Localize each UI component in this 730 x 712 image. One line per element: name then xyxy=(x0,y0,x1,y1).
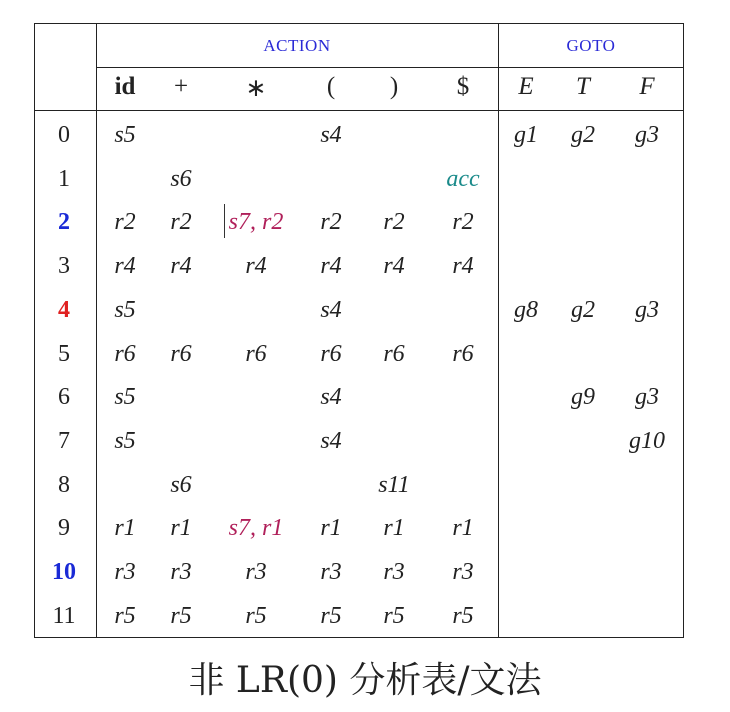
table-cell: s5 xyxy=(114,296,136,323)
table-cell: r6 xyxy=(245,340,267,367)
col-head-E: E xyxy=(518,73,534,100)
state-number: 4 xyxy=(58,296,70,323)
table-cell: r3 xyxy=(245,559,267,585)
state-number: 3 xyxy=(58,253,70,280)
table-cell: r5 xyxy=(320,602,342,629)
table-cell: r3 xyxy=(114,559,136,585)
table-cell: r5 xyxy=(245,602,267,629)
table-cell: g8 xyxy=(514,296,538,323)
col-head-id: id xyxy=(114,73,136,100)
col-head-rparen: ) xyxy=(389,73,399,100)
table-cell: r5 xyxy=(114,602,136,629)
table-cell: r6 xyxy=(114,340,136,367)
table-cell: g10 xyxy=(629,427,665,454)
table-cell: r1 xyxy=(383,515,405,542)
table-cell: s11 xyxy=(378,471,410,498)
table-cell: r4 xyxy=(114,253,136,280)
table-cell: s6 xyxy=(170,165,192,192)
state-number: 6 xyxy=(58,384,70,411)
state-number: 2 xyxy=(58,209,70,236)
table-cell: r2 xyxy=(170,209,192,236)
table-cell: s5 xyxy=(114,427,136,454)
table-cell: r3 xyxy=(320,559,342,585)
table-cell: r1 xyxy=(452,515,474,542)
col-head-F: F xyxy=(639,73,655,100)
table-cell: r4 xyxy=(383,253,405,280)
table-cell: g2 xyxy=(571,122,595,148)
table-cell: s5 xyxy=(114,384,136,411)
table-cell: r1 xyxy=(320,515,342,542)
table-cell: r4 xyxy=(320,253,342,280)
state-number: 8 xyxy=(58,471,70,498)
table-cell: r5 xyxy=(452,602,474,629)
table-cell: g3 xyxy=(635,296,659,323)
table-cell: r2 xyxy=(320,209,342,236)
table-cell: r2 xyxy=(452,209,474,236)
table-cell: r6 xyxy=(170,340,192,367)
table-cell: r3 xyxy=(452,559,474,585)
table-cell: r1 xyxy=(170,515,192,542)
table-cell: s5 xyxy=(114,122,136,148)
state-number: 5 xyxy=(58,340,70,367)
table-cell: s4 xyxy=(320,122,342,148)
state-number: 7 xyxy=(58,427,70,454)
state-number: 10 xyxy=(52,559,76,585)
table-cell: r3 xyxy=(383,559,405,585)
table-cell: r2 xyxy=(114,209,136,236)
col-head-T: T xyxy=(576,73,590,100)
table-cell: r5 xyxy=(383,602,405,629)
table-cell: r3 xyxy=(170,559,192,585)
table-cell: r1 xyxy=(114,515,136,542)
table-cell: g9 xyxy=(571,384,595,411)
col-head-plus: + xyxy=(173,73,189,100)
table-cell: s6 xyxy=(170,471,192,498)
text-cursor-mark xyxy=(224,204,225,238)
divider-header xyxy=(35,110,683,111)
table-cell: r4 xyxy=(452,253,474,280)
table-cell: g3 xyxy=(635,384,659,411)
table-cell: s4 xyxy=(320,384,342,411)
table-cell: r6 xyxy=(452,340,474,367)
table-cell: g3 xyxy=(635,122,659,148)
action-header: ACTION xyxy=(263,36,331,55)
table-cell: r2 xyxy=(383,209,405,236)
table-cell: s4 xyxy=(320,427,342,454)
goto-header: GOTO xyxy=(566,36,616,55)
table-cell: acc xyxy=(446,165,480,192)
divider-subheader xyxy=(96,67,683,68)
table-cell: r6 xyxy=(383,340,405,367)
state-number: 1 xyxy=(58,165,70,192)
table-cell: s4 xyxy=(320,296,342,323)
table-cell: g1 xyxy=(514,122,538,148)
col-head-dollar: $ xyxy=(456,73,470,100)
table-cell: g2 xyxy=(571,296,595,323)
state-number: 11 xyxy=(52,602,76,629)
state-number: 9 xyxy=(58,515,70,542)
state-number: 0 xyxy=(58,122,70,148)
table-cell: r6 xyxy=(320,340,342,367)
table-cell: r5 xyxy=(170,602,192,629)
table-cell: s7, r1 xyxy=(228,515,284,542)
table-cell: r4 xyxy=(245,253,267,280)
table-cell: s7, r2 xyxy=(228,209,284,236)
col-head-star: ∗ xyxy=(245,75,267,102)
col-head-lparen: ( xyxy=(326,73,336,100)
table-cell: r4 xyxy=(170,253,192,280)
table-caption: 非 LR(0) 分析表/文法 xyxy=(188,660,542,701)
